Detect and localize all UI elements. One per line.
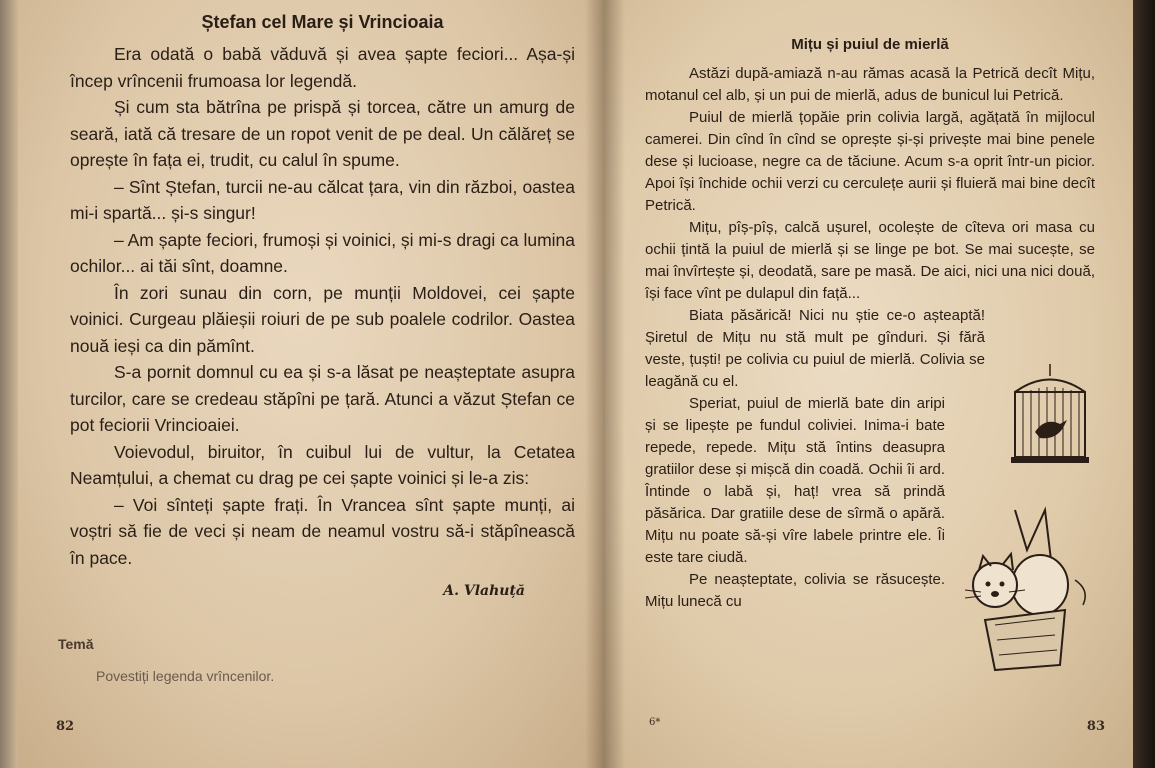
paragraph: – Voi sînteți șapte frați. În Vrancea sînt șapte munți, ai voștri să fie de veci și neam de neamul vostru să-i stăpînească în pace.	[70, 494, 575, 568]
author-signature: A. Vlahuță	[443, 583, 525, 599]
paragraph: Astăzi după-amiază n-au rămas acasă la Petrică decît Mițu, motanul cel alb, și un pui de mierlă, adus de bunicul lui Petrică.	[645, 65, 1095, 104]
book-edge-left	[0, 0, 18, 768]
book-edge-right	[1133, 0, 1155, 768]
birdcage-illustration-icon	[1005, 362, 1095, 472]
tema-heading: Temă	[58, 636, 94, 652]
right-page-title: Mițu și puiul de mierlă	[791, 36, 949, 53]
paragraph: În zori sunau din corn, pe munții Moldovei, cei șapte voinici. Curgeau plăieșii roiuri de pe sub poalele codrilor. Oastea nouă ieși ca din pămînt.	[70, 282, 575, 356]
left-page-body	[70, 41, 575, 571]
right-page	[605, 0, 1135, 768]
paragraph: Biata păsărică! Nici nu știe ce-o așteaptă! Șiretul de Mițu nu stă mult pe gînduri. Și fără veste, țuști! pe colivia cu puiul de mierlă. Colivia se leagănă cu el.	[645, 307, 985, 390]
paragraph: S-a pornit domnul cu ea și s-a lăsat pe neașteptate asupra turcilor, care se credeau stăpîni pe țară. Atunci a văzut Ștefan ce pot feciorii Vrincioaiei.	[70, 362, 575, 435]
left-page-title: Ștefan cel Mare și Vrincioaia	[201, 12, 444, 32]
paragraph: Voievodul, biruitor, în cuibul lui de vultur, la Cetatea Neamțului, a chemat cu drag pe cei șapte voinici și le-a zis:	[70, 441, 575, 488]
paragraph: Și cum sta bătrîna pe prispă și torcea, către un amurg de seară, iată că tresare de un ropot venit de pe deal. Un călăreț se oprește în fața ei, trudit, cu calul în spume.	[70, 97, 575, 170]
page-number-right: 83	[1086, 719, 1105, 734]
paragraph: – Am șapte feciori, frumoși și voinici, și mi-s dragi ca lumina ochilor... ai tăi sînt, doamne.	[70, 229, 575, 276]
paragraph: Era odată o babă văduvă și avea șapte feciori... Așa-și încep vrîncenii frumoasa lor legendă.	[70, 44, 575, 91]
paragraph: Puiul de mierlă țopăie prin colivia largă, agățată în mijlocul camerei. Din cînd în cînd se oprește și-și privește mai bine penele dese și lucioase, negre ca de tăciune. Acum s-a oprit într-un picior. Apoi își închide ochii verzi cu cerculețe aurii și fluieră mai bine decît Petrică.	[645, 109, 1095, 214]
page-number-left: 82	[56, 719, 75, 734]
cat-illustration-icon	[955, 490, 1095, 680]
signature-mark: 6*	[649, 717, 661, 728]
paragraph: Mițu, pîș-pîș, calcă ușurel, ocolește de cîteva ori masa cu ochii țintă la puiul de mierlă și se linge pe bot. Se mai sucește, se mai învîrtește și, deodată, sare pe masă. De aici, nici una nici două, își face vînt pe dulapul din față...	[645, 219, 1095, 302]
paragraph: – Sînt Ștefan, turcii ne-au călcat țara, vin din război, oastea mi-i spartă... și-s singur!	[70, 176, 575, 223]
paragraph: Speriat, puiul de mierlă bate din aripi și se lipește pe fundul coliviei. Inima-i bate repede, repede. Mițu stă întins deasupra gratiilor dese și mișcă din coadă. Ochii îi ard. Întinde o labă și, haț! vrea să prindă păsărica. Dar gratiile dese de sîrmă o apără. Mițu nu poate să-și vîre labele printre ele. Îi este tare ciudă.	[645, 395, 945, 566]
tema-text: Povestiți legenda vrîncenilor.	[96, 668, 275, 684]
paragraph: Pe neașteptate, colivia se răsucește. Mițu lunecă cu	[645, 571, 945, 610]
